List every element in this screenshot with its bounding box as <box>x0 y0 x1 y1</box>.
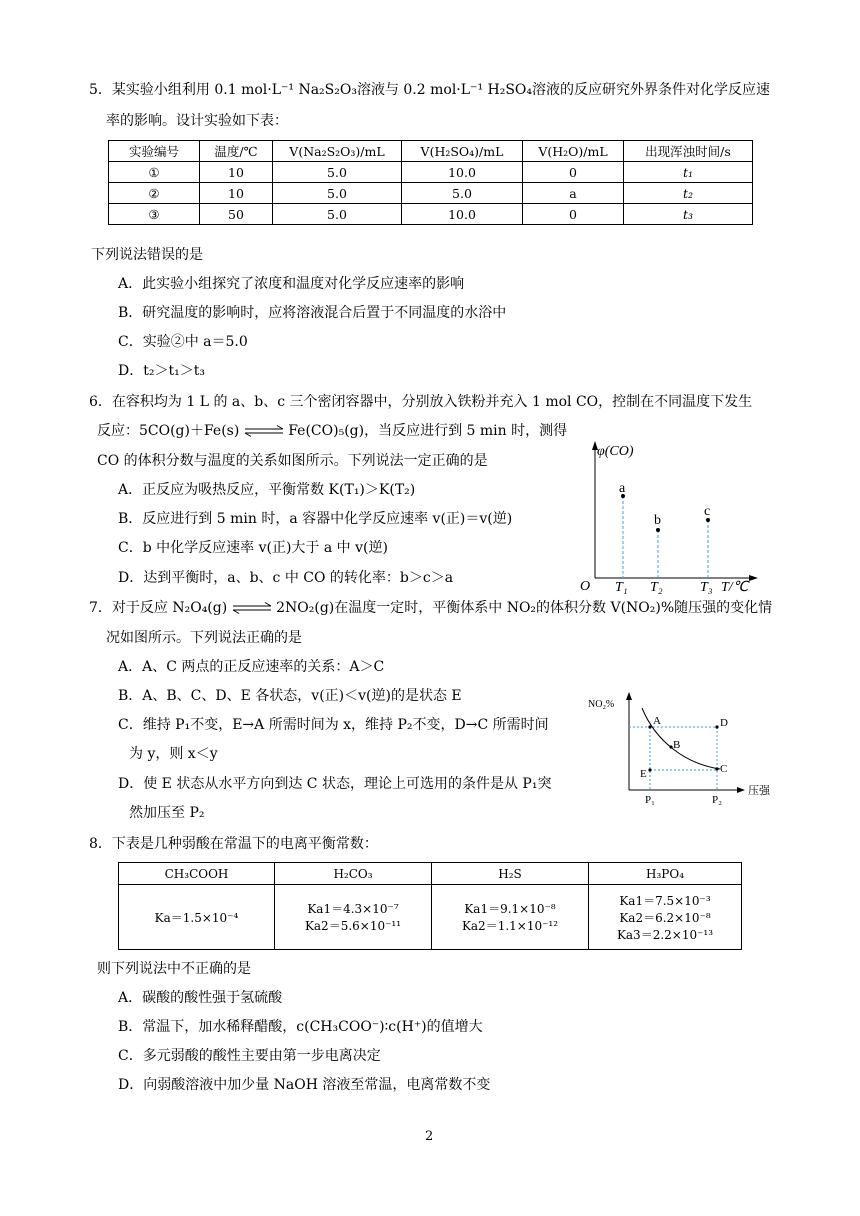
graph-ylabel: NO₂% <box>588 699 615 710</box>
q7-option-c-cont: 为 y，则 x＜y <box>129 746 218 762</box>
table-header-row <box>119 863 742 885</box>
data-point <box>656 528 660 532</box>
page-number: 2 <box>425 1129 434 1144</box>
ka-value: Ka2＝1.1×10⁻¹² <box>461 919 559 933</box>
q8-option-b: B．常温下，加水稀释醋酸，c(CH₃COO⁻)∶c(H⁺)的值增大 <box>118 1019 483 1035</box>
q6-option-d: D．达到平衡时，a、b、c 中 CO 的转化率：b＞c＞a <box>118 570 454 586</box>
q5-option-d: D．t₂＞t₁＞t₃ <box>118 363 205 379</box>
q5-stem: 下列说法错误的是 <box>91 247 203 263</box>
table-cell: 0 <box>523 162 624 183</box>
table-header: H₂S <box>432 863 589 885</box>
q5-line2: 率的影响。设计实验如下表： <box>106 113 288 129</box>
table-row <box>109 162 753 183</box>
q6-line2-pre: 反应：5CO(g)＋Fe(s) <box>97 423 240 439</box>
q8-stem: 则下列说法中不正确的是 <box>97 961 251 977</box>
point-label: a <box>619 481 626 496</box>
q6-option-c: C．b 中化学反应速率 v(正)大于 a 中 v(逆) <box>118 540 388 556</box>
ka-value: Ka1＝7.5×10⁻³ <box>619 893 711 908</box>
ka-value: Ka2＝5.6×10⁻¹¹ <box>304 919 402 933</box>
table-header: 出现浑浊时间/s <box>624 141 753 162</box>
q5-option-c: C．实验②中 a＝5.0 <box>118 334 248 350</box>
q7-graph <box>586 690 781 810</box>
ka-value: Ka1＝9.1×10⁻⁸ <box>464 902 556 916</box>
equilibrium-arrow-icon <box>232 602 272 614</box>
table-cell: t₃ <box>624 204 753 225</box>
x-arrow-icon <box>749 575 758 581</box>
table-cell <box>119 885 275 950</box>
q7-option-d: D．使 E 状态从水平方向到达 C 状态，理论上可选用的条件是从 P₁突 <box>118 776 552 792</box>
q5-table <box>108 140 753 225</box>
q8-option-a: A．碳酸的酸性强于氢硫酸 <box>118 990 283 1006</box>
table-header: V(H₂SO₄)/mL <box>402 141 523 162</box>
table-header: H₂CO₃ <box>275 863 432 885</box>
tick-label: P₁ <box>645 794 655 806</box>
table-cell: t₂ <box>624 183 753 204</box>
table-cell: 10.0 <box>402 204 523 225</box>
table-cell: 50 <box>200 204 273 225</box>
q8-option-c: C．多元弱酸的酸性主要由第一步电离决定 <box>118 1048 381 1064</box>
q6-option-a: A．正反应为吸热反应，平衡常数 K(T₁)＞K(T₂) <box>118 482 416 498</box>
graph-ylabel: φ(CO) <box>597 444 634 459</box>
q6-line3: CO 的体积分数与温度的关系如图所示。下列说法一定正确的是 <box>97 453 488 469</box>
point-label: E <box>640 768 647 780</box>
q5-option-a: A．此实验小组探究了浓度和温度对化学反应速率的影响 <box>118 276 465 292</box>
ka-value: Ka1＝4.3×10⁻⁷ <box>307 902 399 916</box>
q7-line1-post: 2NO₂(g)在温度一定时，平衡体系中 NO₂的体积分数 V(NO₂)%随压强的变化情 <box>276 600 773 616</box>
tick-label: T₂ <box>650 580 663 595</box>
table-cell: 10 <box>200 183 273 204</box>
table-row <box>119 885 742 950</box>
table-header: H₃PO₄ <box>589 863 742 885</box>
q8-table <box>118 862 742 950</box>
point-label: C <box>720 763 728 775</box>
q8-option-d: D．向弱酸溶液中加少量 NaOH 溶液至常温，电离常数不变 <box>118 1077 491 1093</box>
graph-origin: O <box>580 579 591 594</box>
table-cell <box>589 885 742 950</box>
point-label: A <box>653 715 661 727</box>
x-arrow-icon <box>737 787 745 793</box>
table-cell: 5.0 <box>402 183 523 204</box>
q8-line1: 8．下表是几种弱酸在常温下的电离平衡常数： <box>89 836 378 852</box>
point-label: b <box>654 513 661 528</box>
equilibrium-arrow-icon <box>244 425 284 437</box>
table-cell: 5.0 <box>273 204 402 225</box>
table-header: 实验编号 <box>109 141 200 162</box>
q7-option-b: B．A、B、C、D、E 各状态，v(正)＜v(逆)的是状态 E <box>118 688 462 704</box>
data-point <box>715 767 718 770</box>
tick-label: P₂ <box>712 794 722 806</box>
table-cell: ① <box>109 162 200 183</box>
table-cell: 0 <box>523 204 624 225</box>
q6-line1: 6．在容积均为 1 L 的 a、b、c 三个密闭容器中，分别放入铁粉并充入 1 mol CO，控制在不同温度下发生 <box>89 394 753 410</box>
q5-option-b: B．研究温度的影响时，应将溶液混合后置于不同温度的水浴中 <box>118 305 507 321</box>
point-label: B <box>673 739 681 751</box>
table-header: CH₃COOH <box>119 863 275 885</box>
tick-label: T₁ <box>615 580 628 595</box>
q7-line2: 况如图所示。下列说法正确的是 <box>106 630 302 646</box>
table-cell: 5.0 <box>273 183 402 204</box>
graph-xlabel: T/℃ <box>721 580 749 595</box>
table-cell <box>432 885 589 950</box>
table-cell: 5.0 <box>273 162 402 183</box>
table-header-row <box>109 141 753 162</box>
ka-value: Ka＝1.5×10⁻⁴ <box>154 910 239 925</box>
graph-xlabel: 压强 <box>748 785 770 797</box>
q7-line1-pre: 7．对于反应 N₂O₄(g) <box>89 600 228 616</box>
table-cell: 10 <box>200 162 273 183</box>
table-header: V(Na₂S₂O₃)/mL <box>273 141 402 162</box>
q7-option-d-cont: 然加压至 P₂ <box>129 805 205 821</box>
ka-value: Ka2＝6.2×10⁻⁸ <box>619 910 711 925</box>
q6-option-b: B．反应进行到 5 min 时，a 容器中化学反应速率 v(正)＝v(逆) <box>118 511 513 527</box>
table-cell <box>275 885 432 950</box>
table-cell: 10.0 <box>402 162 523 183</box>
table-cell: t₁ <box>624 162 753 183</box>
q6-line2 <box>97 421 567 441</box>
q6-line2-post: Fe(CO)₅(g)，当反应进行到 5 min 时，测得 <box>288 423 568 439</box>
data-point <box>648 768 651 771</box>
table-row <box>109 204 753 225</box>
q7-option-a: A．A、C 两点的正反应速率的关系：A＞C <box>118 659 385 675</box>
q7-option-c: C．维持 P₁不变，E→A 所需时间为 x，维持 P₂不变，D→C 所需时间 <box>118 717 549 733</box>
table-cell: a <box>523 183 624 204</box>
table-header: 温度/℃ <box>200 141 273 162</box>
y-arrow-icon <box>626 692 632 700</box>
point-label: c <box>704 504 711 519</box>
point-label: D <box>720 717 728 729</box>
data-point <box>715 725 718 728</box>
data-point <box>648 725 651 728</box>
q6-graph <box>575 438 765 596</box>
q7-line1 <box>89 598 772 618</box>
ka-value: Ka3＝2.2×10⁻¹³ <box>616 927 714 942</box>
table-row <box>109 183 753 204</box>
q5-line1: 5．某实验小组利用 0.1 mol·L⁻¹ Na₂S₂O₃溶液与 0.2 mol·L⁻¹ H₂SO₄溶液的反应研究外界条件对化学反应速 <box>89 82 771 98</box>
table-header: V(H₂O)/mL <box>523 141 624 162</box>
tick-label: T₃ <box>700 580 713 595</box>
table-cell: ② <box>109 183 200 204</box>
table-cell: ③ <box>109 204 200 225</box>
